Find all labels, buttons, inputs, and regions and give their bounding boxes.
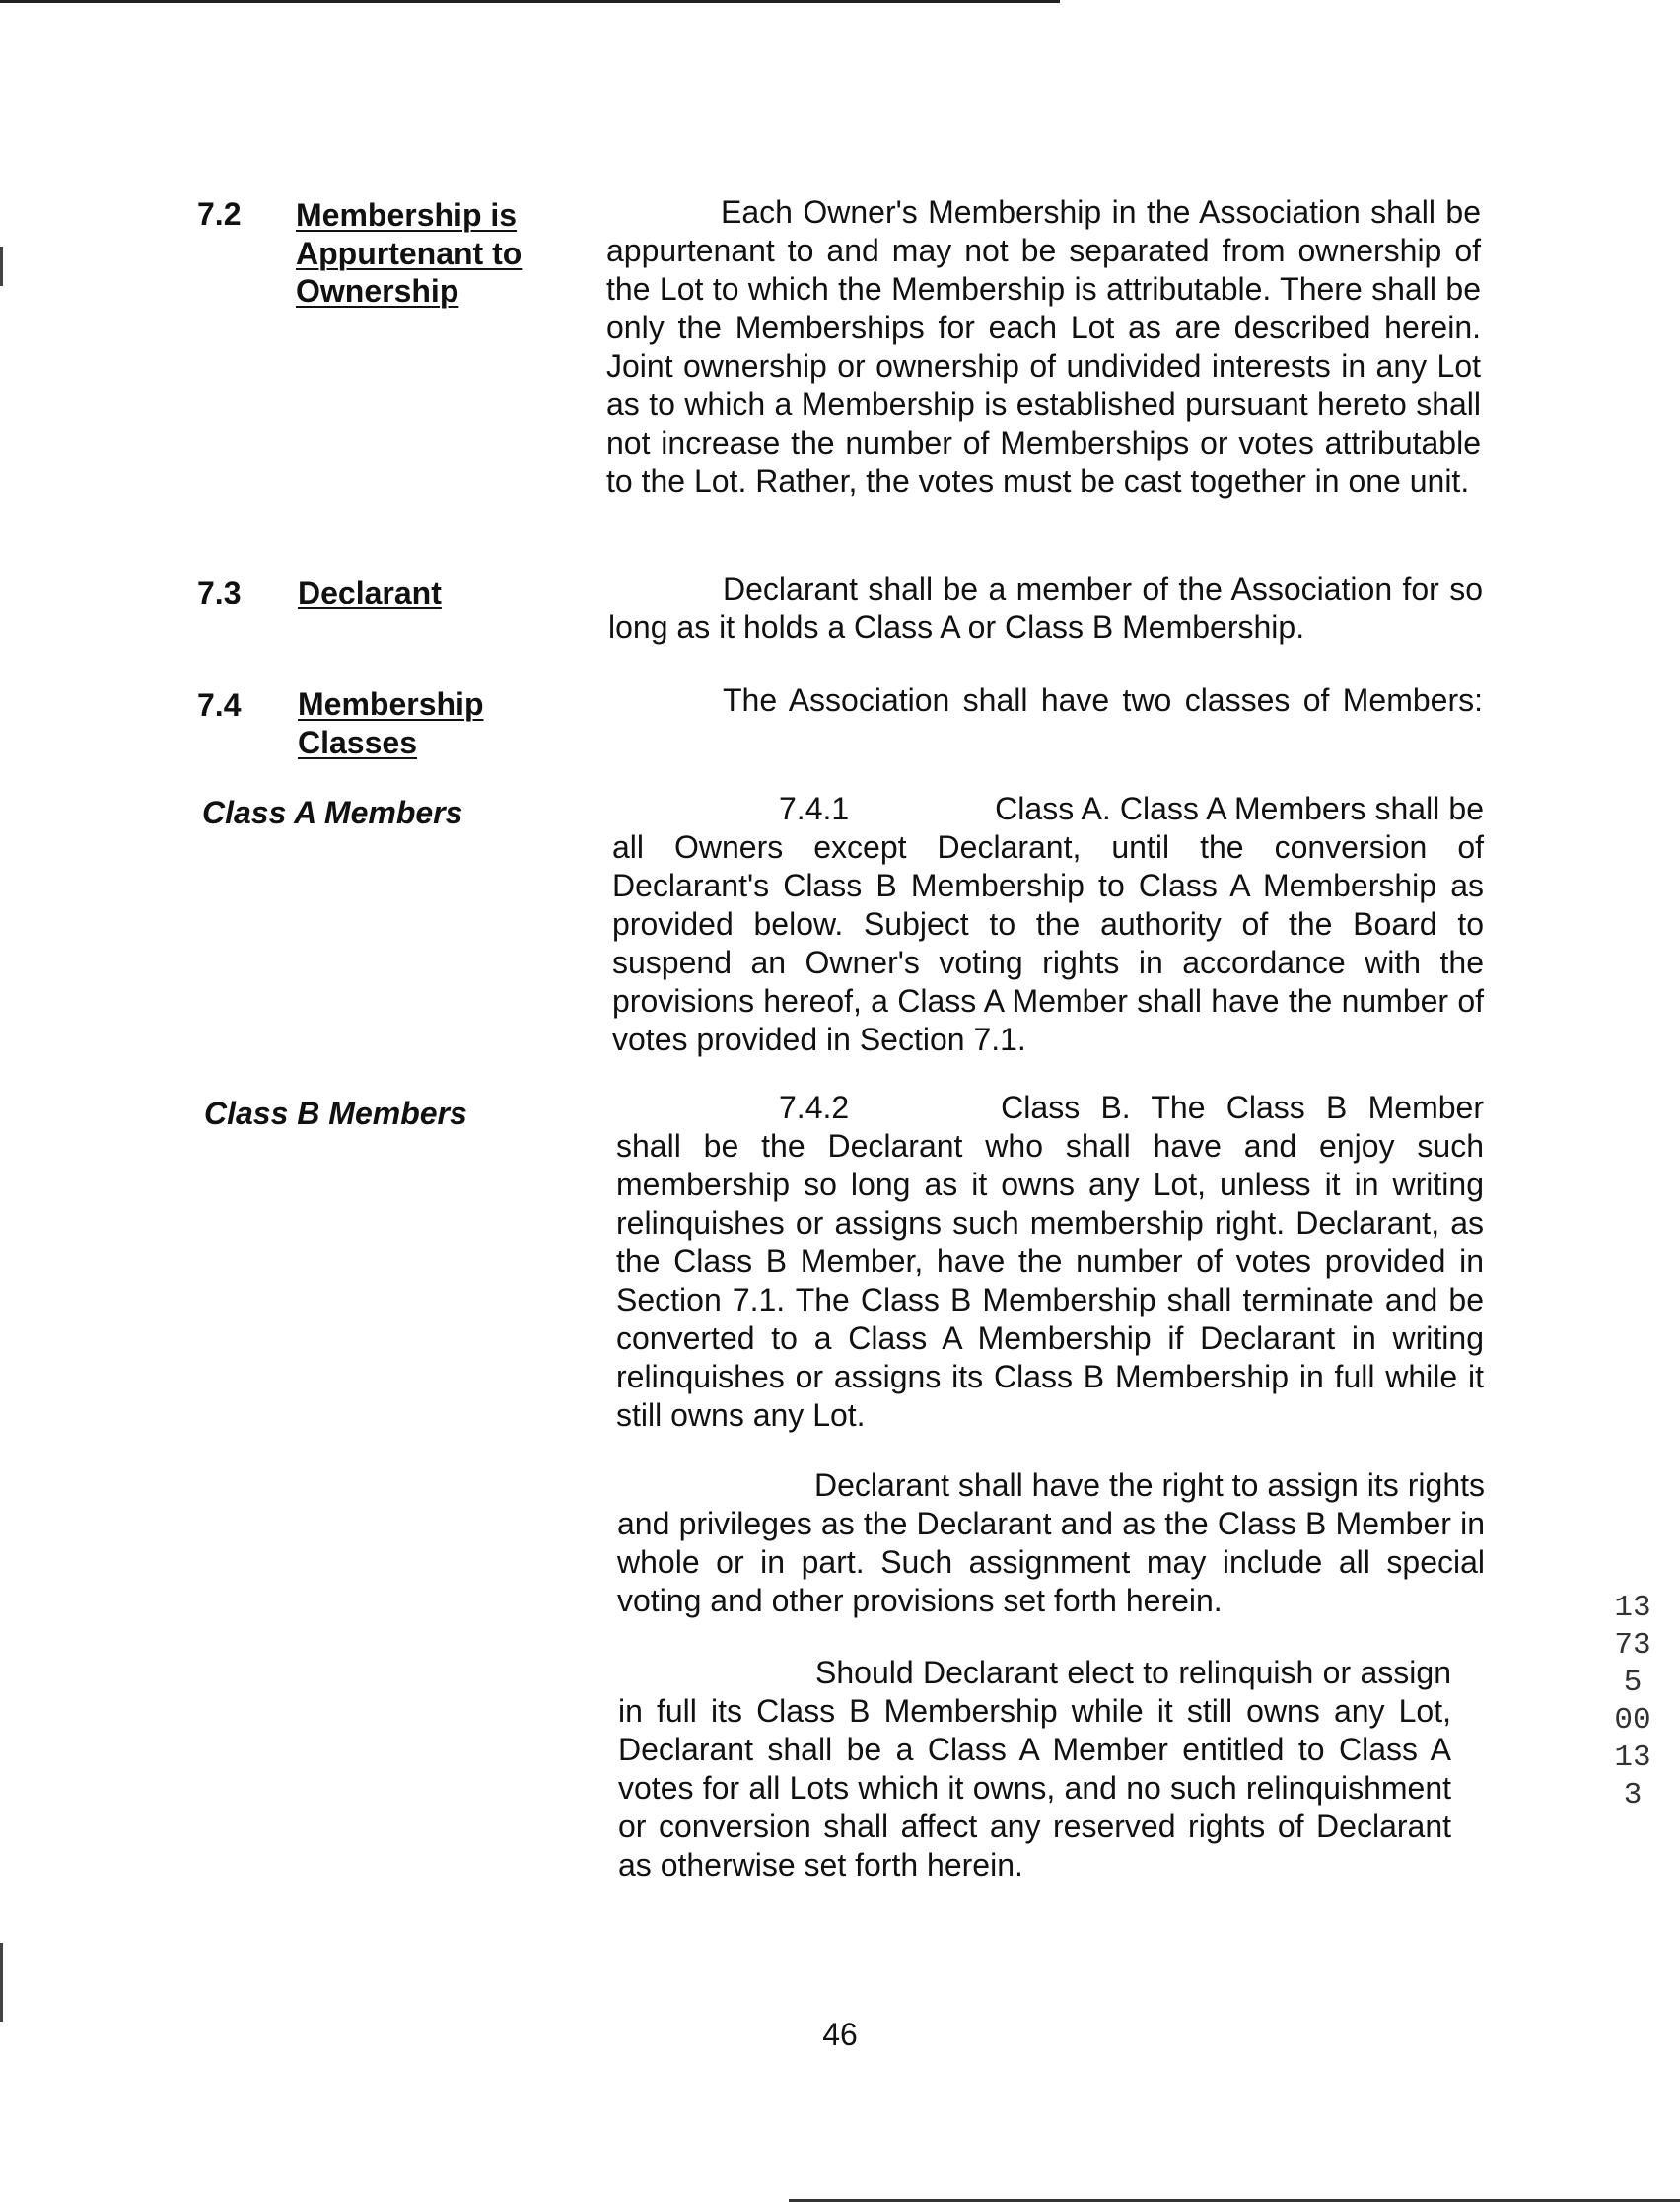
class-heading: Class B Members <box>204 1096 467 1131</box>
section-heading-line: Ownership <box>296 273 459 309</box>
class-paragraph <box>616 1089 1484 1435</box>
section-number: 7.2 <box>197 196 242 232</box>
section-paragraph-text: Declarant shall be a member of the Association for so long as it holds a Class A or Class B Membership. <box>608 571 1483 645</box>
section-heading-line: Appurtenant to <box>296 235 523 271</box>
section-heading <box>298 574 442 612</box>
body-paragraph-text: Should Declarant elect to relinquish or assign in full its Class B Membership while it still owns any Lot, Declarant shall be a Class A Member entitled to Class A votes for all Lots which it owns, and no such relinquishment or conversion shall affect any reserved rights of Declarant as otherwise set forth herein. <box>618 1655 1451 1883</box>
class-heading: Class A Members <box>202 795 463 830</box>
page-number: 46 <box>822 2017 858 2052</box>
scan-bottom-edge-line <box>789 2199 1680 2202</box>
scan-top-edge-line <box>0 0 1060 3</box>
body-paragraph <box>617 1466 1485 1620</box>
section-heading-line: Declarant <box>298 575 442 610</box>
section-paragraph <box>608 570 1483 647</box>
class-paragraph <box>612 790 1484 1059</box>
section-heading <box>296 196 522 311</box>
scan-left-edge-mark <box>0 247 3 286</box>
bates-stamp: 13735 00133 <box>1614 1591 1660 1812</box>
section-paragraph <box>608 681 1483 720</box>
section-number: 7.4 <box>197 687 242 723</box>
section-paragraph-text: The Association shall have two classes of Members: <box>723 682 1483 718</box>
class-subsection-number: 7.4.2 <box>779 1090 850 1125</box>
section-number: 7.3 <box>197 575 242 610</box>
body-paragraph <box>618 1654 1451 1884</box>
section-heading <box>298 685 483 761</box>
class-paragraph-text: Class A. Class A Members shall be all Owners except Declarant, until the conversion of Declarant's Class B Membership to Class A Membership as provided below. Subject to the authority of the Board to suspend an Owner's voting rights in accordance with the provisions hereof, a Class A Member shall have the number of votes provided in Section 7.1. <box>612 791 1484 1057</box>
scan-left-edge-mark <box>0 1943 3 2022</box>
section-heading-line: Membership is <box>296 197 518 233</box>
body-paragraph-text: Declarant shall have the right to assign its rights and privileges as the Declarant and as the Class B Member in whole or in part. Such assignment may include all special voting and other provisions set forth herein. <box>617 1467 1485 1618</box>
section-heading-line: Classes <box>298 724 417 760</box>
section-heading-line: Membership <box>298 686 484 722</box>
class-subsection-number: 7.4.1 <box>779 791 850 826</box>
class-paragraph-text: Class B. The Class B Member shall be the Declarant who shall have and enjoy such membership so long as it owns any Lot, unless it in writing relinquishes or assigns such membership right. Declarant, as the Class B Member, have the number of votes provided in Section 7.1. The Class B Membership shall terminate and be converted to a Class A Membership if Declarant in writing relinquishes or assigns its Class B Membership in full while it still owns any Lot. <box>616 1090 1484 1433</box>
section-paragraph-text: Each Owner's Membership in the Association shall be appurtenant to and may not be separated from ownership of the Lot to which the Membership is attributable. There shall be only the Memberships for each Lot as are described herein. Joint ownership or ownership of undivided interests in any Lot as to which a Membership is established pursuant hereto shall not increase the number of Memberships or votes attributable to the Lot. Rather, the votes must be cast together in one unit. <box>606 194 1481 499</box>
section-paragraph <box>606 193 1481 501</box>
